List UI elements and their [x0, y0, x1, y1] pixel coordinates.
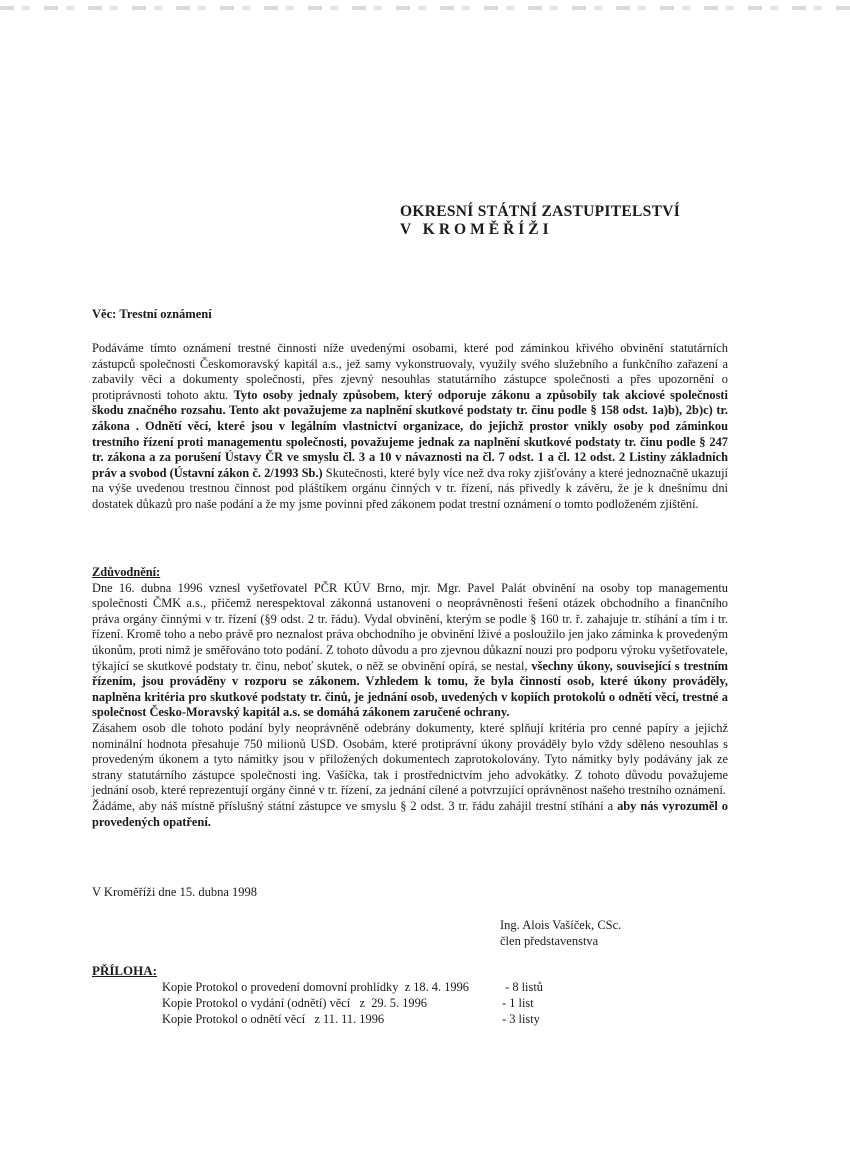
attachment-count: - 1 list: [502, 996, 534, 1010]
attachments-list: [162, 979, 562, 1027]
subject-label: Věc:: [92, 307, 117, 321]
recipient-line-2: V KROMĚŘÍŽI: [400, 221, 553, 238]
justification-section: [92, 565, 728, 830]
recipient-block: [400, 203, 680, 239]
signature-block: [500, 918, 621, 949]
attachment-item: [162, 995, 562, 1011]
signature-name: Ing. Alois Vašíček, CSc.: [500, 918, 622, 932]
subject-text: Trestní oznámení: [119, 307, 212, 321]
place-date: V Kroměříži dne 15. dubna 1998: [92, 885, 258, 899]
signature-role: člen představenstva: [500, 933, 599, 948]
paragraph-intro-part1: Podáváme tímto oznámení trestné činnosti níže uvedenými osobami, které pod záminkou křivého obvinění statutárních zástupců společnosti Českomoravský kapitál a.s., jež samy vykonstruovaly, využily svého služebního a funkčního zařazení a zabavily věci a dokumenty společnosti, přes zjevný nesouhlas statutárního zástupce společnosti a přes upozornění o protiprávnosti tohoto aktu.: [92, 341, 728, 402]
recipient-line-1: OKRESNÍ STÁTNÍ ZASTUPITELSTVÍ: [400, 203, 681, 220]
paragraph-intro: [92, 341, 728, 513]
attachment-item: [162, 979, 562, 995]
justification-part1: Dne 16. dubna 1996 vznesl vyšetřovatel PČR KÚV Brno, mjr. Mgr. Pavel Palát obvinění na osoby top managementu společnosti ČMK a.s., přičemž nerespektoval zákonná ustanovení o neoprávněnosti řešení otázek obchodního a finančního práva orgány činnými v tr. řízení (§9 odst. 2 tr. řádu). Vydal obvinění, kterým se podle § 160 tr. ř. zahajuje tr. stíhání a tím i tr. řízení. Kromě toho a nebo právě pro neznalost práva obchodního je obvinění lživé a posloužilo jen jako záminka k provedeným úkonům, proti nimž je směřováno toto podání. Z tohoto důvodu a pro zjevnou důkazní nouzi pro podporu výroku vyšetřovatele, týkající se skutkové podstaty tr. činu, neboť skutek, o něž se obvinění opírá, se nestal,: [92, 580, 728, 673]
attachment-desc: Kopie Protokol o provedení domovní prohlídky z 18. 4. 1996: [162, 980, 469, 994]
attachments-title: PŘÍLOHA:: [92, 963, 157, 978]
justification-part2: všechny úkony, související s trestním řízením, jsou prováděny v rozporu se zákonem. Vzhledem k tomu, že byla činností osob, které úkony prováděly, naplněna kritéria pro skutkové podstaty tr. činů, je jednání osob, uvedených v kopiích protokolů o odnětí věcí, trestné a společnost Česko-Moravský kapitál a.s. se domáhá zákonem zaručené ochrany.: [92, 658, 728, 720]
paragraph-intro-part3: Skutečnosti, které byly více než dva roky zjišťovány a které jednoznačně ukazují na výše uvedenou trestnou činnost pod pláštíkem orgánu činných v tr. řízení, nás přivedly k závěru, že je k dnešnímu dni dostatek důkazů pro naše podání a že my jsme povinni před zákonem podat trestní oznámení o tomto podloženém zjištění.: [92, 465, 729, 511]
attachment-count: - 8 listů: [502, 980, 543, 994]
scan-artifact-top: [0, 6, 850, 10]
justification-part4: Žádáme, aby náš místně příslušný státní zástupce ve smyslu § 2 odst. 3 tr. řádu zahájil trestní stíhání a: [92, 798, 618, 813]
attachment-desc: Kopie Protokol o odnětí věcí z 11. 11. 1996: [162, 1012, 385, 1026]
justification-heading: Zdůvodnění:: [92, 565, 161, 579]
justification-part3: Zásahem osob dle tohoto podání byly neoprávněně odebrány dokumenty, které splňují kritéria pro cenné papíry a jejichž nominální hodnota přesahuje 750 milionů USD. Osobám, které protiprávní úkony prováděly bylo vždy sděleno nesouhlas s provedeným úkonem a tyto námitky jsou v přiložených dokumentech zaprotokolovány. Tyto námitky byly podávány jak ze strany statutárního zástupce společnosti ing. Vašíčka, tak i prostřednictvím jeho advokátky. Z tohoto důvodu považujeme jednání osob, které reprezentují orgány činné v tr. řízení, za jednání cílené a potvrzující oprávněnost našeho trestního oznámení.: [92, 720, 728, 798]
attachment-desc: Kopie Protokol o vydání (odnětí) věcí z 29. 5. 1996: [162, 996, 427, 1010]
subject-line: [92, 307, 212, 322]
attachment-count: - 3 listy: [502, 1012, 540, 1026]
paragraph-intro-part2: Tyto osoby jednaly způsobem, který odporuje zákonu a způsobily tak akciové společnosti škodu značného rozsahu. Tento akt považujeme za naplnění skutkové podstaty tr. činu podle § 158 odst. 1a)b), 2b)c) tr. zákona . Odnětí věcí, které jsou v legálním vlastnictví organizace, do jejichž prostor vnikly osoby pod záminkou trestního řízení proti managementu společnosti, považujeme jednak za naplnění skutkové podstaty tr. činu podle § 247 tr. zákona a za porušení Ústavy ČR ve smyslu čl. 3 a 10 v návaznosti na čl. 7 odst. 1 a čl. 12 odst. 2 Listiny základních práv a svobod (Ústavní zákon č. 2/1993 Sb.): [92, 387, 728, 480]
attachment-item: [162, 1011, 562, 1027]
justification-part5: aby nás vyrozuměl o provedených opatření.: [92, 798, 728, 829]
